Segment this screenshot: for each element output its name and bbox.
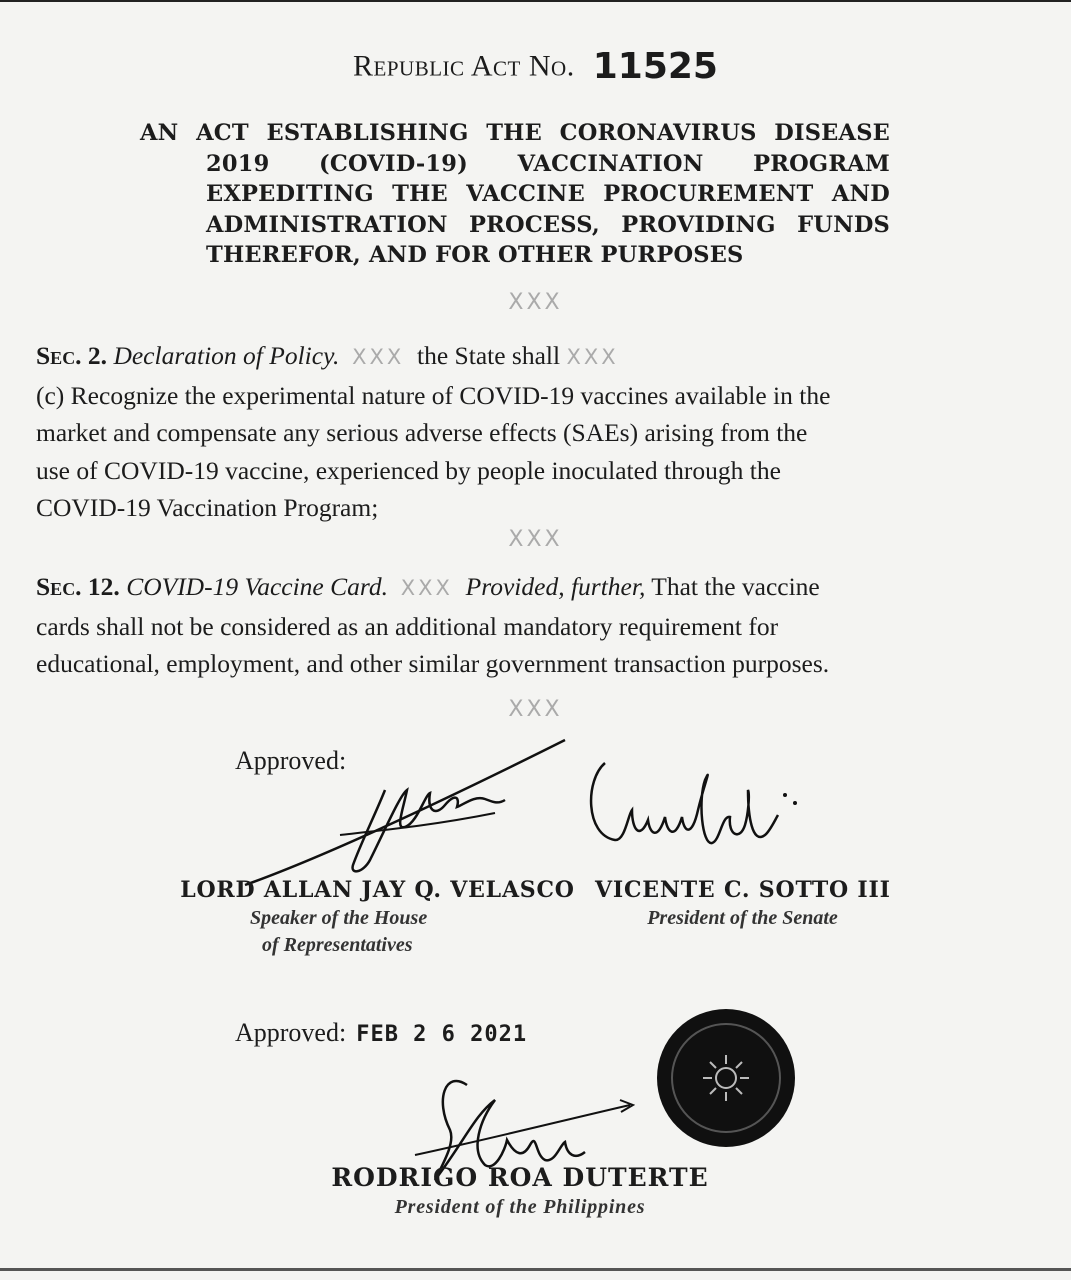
omission-mark: XXX [508, 697, 563, 722]
section-2-heading-line [36, 337, 1066, 377]
omission-mark: XXX [508, 290, 563, 315]
section-2 [36, 337, 1066, 527]
section-2-text: the State shall [417, 341, 561, 370]
omission-mark: XXX [566, 345, 619, 369]
senate-signature [580, 755, 810, 860]
president-block [300, 1163, 740, 1221]
section-12-text: That the vaccine [651, 572, 820, 601]
section-2-line: use of COVID-19 vaccine, experienced by people inoculated through the [36, 455, 781, 485]
section-12-number: Sec. 12. [36, 572, 120, 601]
omission-mark: XXX [400, 576, 453, 600]
title-line: THEREFOR, AND FOR OTHER PURPOSES [206, 242, 744, 268]
approval-line [235, 1018, 527, 1048]
section-12-proviso: Provided, further, [465, 572, 646, 601]
president-title: President of the Philippines [394, 1196, 646, 1218]
title-line: EXPEDITING THE VACCINE PROCUREMENT AND [206, 181, 890, 207]
president-name: RODRIGO ROA DUTERTE [331, 1163, 709, 1192]
presidential-seal [655, 1007, 797, 1149]
act-title [140, 118, 890, 271]
speaker-title: Speaker of the House [250, 907, 428, 929]
section-12 [36, 568, 1066, 683]
act-label: Republic Act No. [353, 49, 575, 83]
title-line: ADMINISTRATION PROCESS, PROVIDING FUNDS [206, 211, 890, 238]
speaker-title-2: of Representatives [262, 934, 413, 956]
speaker-block [170, 877, 585, 959]
section-2-line: COVID-19 Vaccination Program; [36, 493, 379, 522]
approval-date: FEB 2 6 2021 [356, 1022, 528, 1047]
speaker-name: LORD ALLAN JAY Q. VELASCO [180, 877, 575, 903]
senate-president-name: VICENTE C. SOTTO III [595, 877, 891, 903]
act-number: 11525 [592, 46, 718, 87]
section-12-heading-line [36, 568, 1066, 608]
section-2-line: (c) Recognize the experimental nature of COVID-19 vaccines available in the [36, 380, 831, 410]
title-line: AN ACT ESTABLISHING THE CORONAVIRUS DISEASE [140, 120, 890, 146]
speaker-signature [235, 735, 580, 895]
top-border [0, 0, 1071, 2]
section-12-title: COVID-19 Vaccine Card. [126, 572, 388, 601]
title-line: 2019 (COVID-19) VACCINATION PROGRAM [206, 150, 890, 177]
bottom-border [0, 1268, 1071, 1271]
omission-mark: XXX [352, 345, 405, 369]
section-12-line: cards shall not be considered as an additional mandatory requirement for [36, 611, 779, 641]
omission-mark: XXX [508, 527, 563, 552]
approved-label: Approved: [235, 746, 347, 775]
section-12-line: educational, employment, and other similar government transaction purposes. [36, 649, 830, 678]
senate-block [595, 877, 890, 932]
section-2-title: Declaration of Policy. [113, 341, 340, 370]
section-2-number: Sec. 2. [36, 341, 108, 370]
approved-label: Approved: [235, 1018, 347, 1047]
section-2-line: market and compensate any serious adverse effects (SAEs) arising from the [36, 418, 808, 447]
act-header [0, 46, 1071, 87]
senate-president-title: President of the Senate [647, 907, 838, 929]
